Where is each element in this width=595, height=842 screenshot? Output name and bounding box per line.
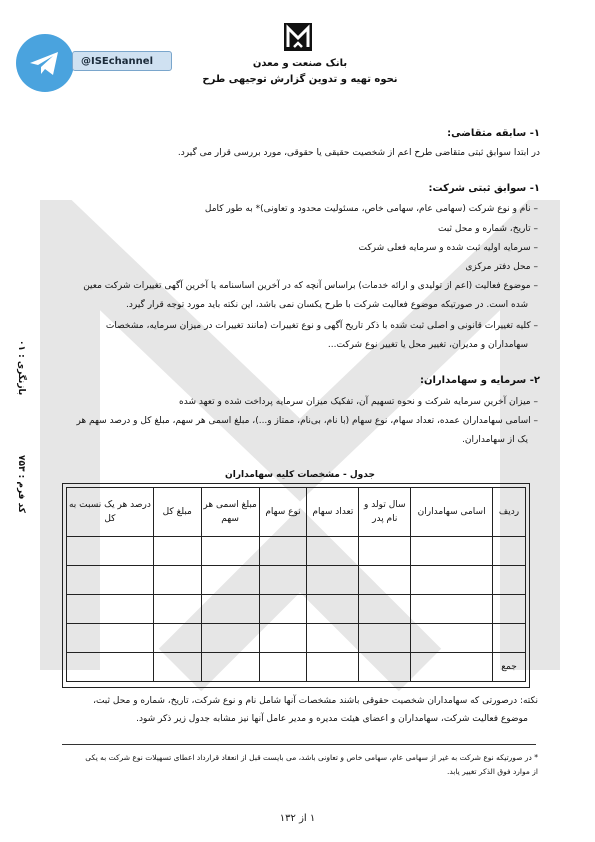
- side-form-code: کد فرم : ۷۵۳: [16, 455, 26, 514]
- col-share-type: نوع سهام: [259, 488, 307, 537]
- table-total-row: [67, 653, 526, 682]
- capital-item-1: – میزان آخرین سرمایه شرکت و نحوه تسهیم آن، تفکیک میزان سرمایه پرداخت شده و تعهد شده: [179, 397, 538, 407]
- col-share-count: تعداد سهام: [307, 488, 359, 537]
- col-nominal-value: مبلغ اسمی هر سهم: [201, 488, 259, 537]
- col-row-number: ردیف: [493, 488, 526, 537]
- channel-tag[interactable]: @ISEchannel: [72, 51, 172, 71]
- reg-item-2: – تاریخ، شماره و محل ثبت: [437, 224, 538, 234]
- section1-intro: در ابتدا سوابق ثبتی متقاضی طرح اعم از شخصیت حقیقی یا حقوقی، مورد بررسی قرار می گیرد.: [177, 148, 540, 158]
- capital-heading: ۲- سرمایه و سهامداران:: [419, 375, 540, 386]
- col-shareholder-names: اسامی سهامداران: [411, 488, 493, 537]
- registration-heading: ۱- سوابق ثبتی شرکت:: [428, 183, 540, 194]
- total-label: جمع: [493, 653, 526, 682]
- col-birth-father: سال تولد و نام پدر: [359, 488, 411, 537]
- reg-item-5-cont: شده است. در صورتیکه موضوع فعالیت شرکت با طرح یکسان نمی باشد، این نکته باید مورد توجه قرار گیرد.: [126, 300, 528, 310]
- note-line-2: موضوع فعالیت شرکت، سهامداران و اعضای هیئت مدیره و مدیر عامل آنها نیز مشابه جدول زیر ذکر شود.: [136, 714, 528, 724]
- col-total-amount: مبلغ کل: [153, 488, 201, 537]
- reg-item-5: – موضوع فعالیت (اعم از تولیدی و ارائه خدمات) براساس آنچه که در آخرین اساسنامه یا آخرین آگهی تغییرات شرکت معین: [83, 281, 538, 291]
- table-row: [67, 566, 526, 595]
- footnote-line-1: * در صورتیکه نوع شرکت به غیر از سهامی عام، سهامی خاص و تعاونی باشد، می بایست قبل از انعقاد قرارداد اعطای تسهیلات نوع شرکت به یکی: [85, 753, 538, 762]
- bank-name: بانک صنعت و معدن: [252, 58, 348, 69]
- footnote-divider: [62, 744, 536, 745]
- footnote-line-2: از موارد فوق الذکر تغییر یابد.: [446, 767, 538, 776]
- reg-item-6: – کلیه تغییرات قانونی و اصلی ثبت شده با ذکر تاریخ آگهی و نوع تغییرات (مانند تغییرات در میزان سرمایه، مشخصات: [105, 321, 538, 331]
- table-header-row: [67, 488, 526, 537]
- shareholders-table: [66, 487, 526, 682]
- table-row: [67, 537, 526, 566]
- reg-item-4: – محل دفتر مرکزی: [465, 262, 538, 272]
- reg-item-1: – نام و نوع شرکت (سهامی عام، سهامی خاص، مسئولیت محدود و تعاونی)* به طور کامل: [204, 204, 538, 214]
- page-number: ۱ از ۱۳۲: [279, 813, 316, 824]
- side-revision: بازنگری : ۰۱: [16, 340, 26, 396]
- table-row: [67, 624, 526, 653]
- table-caption: جدول - مشخصات کلیه سهامداران: [225, 470, 375, 480]
- table-row: [67, 595, 526, 624]
- reg-item-6-cont: سهامداران و مدیران، تغییر محل یا تغییر نوع شرکت...: [327, 340, 528, 350]
- section1-heading: ۱- سابقه متقاضی:: [447, 128, 540, 139]
- col-percent-share: درصد هر یک نسبت به کل: [67, 488, 154, 537]
- doc-title: نحوه تهیه و تدوین گزارش توجیهی طرح: [202, 74, 398, 85]
- note-line-1: نکته: درصورتی که سهامداران شخصیت حقوقی باشند مشخصات آنها شامل نام و نوع شرکت، تاریخ، شماره و محل ثبت،: [93, 696, 538, 706]
- capital-item-2: – اسامی سهامداران عمده، تعداد سهام، نوع سهام (با نام، بی‌نام، ممتاز و...)، مبلغ اسمی هر سهم، مبلغ کل و درصد سهم هر: [76, 416, 538, 426]
- capital-item-2-cont: یک از سهامداران.: [462, 435, 528, 445]
- bank-logo: [283, 22, 313, 54]
- telegram-icon[interactable]: [16, 34, 74, 92]
- reg-item-3: – سرمایه اولیه ثبت شده و سرمایه فعلی شرکت: [358, 243, 538, 253]
